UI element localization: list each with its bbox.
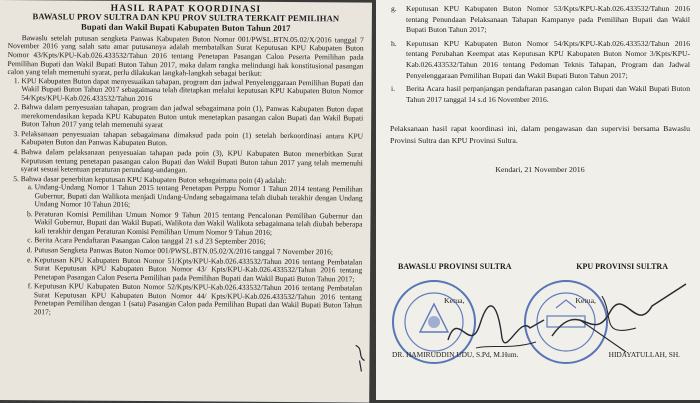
kpu-handwritten-signature [540,276,690,356]
kpu-role: Ketua, [575,296,596,305]
list-item: h. Keputusan KPU Kabupaten Buton Nomor 54/Kpts/KPU-Kab.026.433532/Tahun 2016 tentang Perubahan Keempat atas Keputusan KPU Kabupaten Buton Nomor 3/Kpts/KPU-Kab.026.433532/Tahun 2016 tentang Pedoman Teknis Tahapan, Program dan Jadwal Penyelenggaraan Pemilihan Bupati dan Wakil Bupati Buton Tahun 2017; [406,39,690,81]
list-item: g. Keputusan KPU Kabupaten Buton Nomor 53/Kpts/KPU-Kab.026.433532/Tahun 2016 tentang Penundaan Pelaksanaan Tahapan Kampanye pada Pemilihan Bupati dan Wakil Bupati Buton Tahun 2017; [406,4,690,36]
document-page-right [376,0,700,400]
pen-mark [353,342,367,372]
list-item: 3. Pelaksanaan penyesuaian tahapan sebagaimana dimaksud pada poin (1) setelah berkoordinasi antara KPU Kabupaten Buton dan Panwas Kabupaten Buton. [21,130,363,149]
kpu-org-label: KPU PROVINSI SULTRA [576,262,668,271]
sub-list-item: c. Berita Acara Pendaftaran Pasangan Calon tanggal 21 s.d 23 September 2016; [34,237,362,248]
sub-list-item: b. Peraturan Komisi Pemilihan Umum Nomor 9 Tahun 2015 tentang Pencalonan Pemilihan Gubernur dan Wakil Gubernur, Bupati dan Wakil Bupati, Walikota dan Wakil Walikota sebagaimana telah diubah beberapa kali terakhir dengan Peraturan Komisi Pemilihan Umum Nomor 9 Tahun 2016; [34,210,362,238]
list-item: i. Berita Acara hasil perpanjangan pendaftaran pasangan calon Bupati dan Wakil Bupati Buton Tahun 2017 tanggal 14 s.d 16 November 2016. [406,84,690,105]
place-date: Kendari, 21 November 2016 [495,165,585,175]
sub-list-item: d. Putusan Sengketa Panwas Buton Nomor 001/PWSL.BTN.05.02/X/2016 tanggal 7 November 2016; [34,246,362,257]
closing-paragraph: Pelaksanaan hasil rapat koordinasi ini, dalam pengawasan dan supervisi bersama Bawaslu Provinsi Sultra dan KPU Provinsi Sultra. [390,124,690,146]
sub-list [20,183,363,319]
intro-paragraph: Bawaslu setelah putusan sengketa Panwas Kabupaten Buton Nomor 001/PWSL.BTN.05.02/X/2016 tanggal 7 November 2016 yang salah satu amar putusannya adalah membatalkan Surat Keputusan KPU Kabupaten Buton Nomor 43/Kpts/KPU-Kab.026.433532/Tahun 2016 tentang Penetapan Pasangan Calon Peserta Pemilihan pada Pemilihan Bupati dan Wakil Bupati Buton Tahun 2017, maka dalam rangka melindungi hak konstitusional pasangan calon yang telah memenuhi syarat, perlu dilakukan langkah-langkah sebagai berikut: [7,33,364,78]
list-item: 1. KPU Kabupaten Buton dapat menyesuaikan tahapan, program dan jadwal Penyelenggaraan Pemilihan Bupati dan Wakil Bupati Buton Tahun 2017 sebagaimana telah ditetapkan melalui keputusan KPU Kabupaten Buton Nomor 54/Kpts/KPU-Kab.026.433532/Tahun 2016 [21,77,363,105]
sub-list-item: e. Keputusan KPU Kabupaten Buton Nomor 51/Kpts/KPU-Kab.026.433532/Tahun 2016 tentang Pembatalan Surat Keputusan KPU Kabupaten Buton Nomor 43/ Kpts/KPU-Kab.026.433532/Tahun 2016 tentang Penetapan Pasangan Calon Peserta Pemilihan pada Pemilihan Bupati dan Wakil Bupati Buton Tahun 2017; [34,256,362,284]
bawaslu-org-label: BAWASLU PROVINSI SULTRA [398,262,512,271]
list-item: 5. Bahwa dasar penerbitan keputusan KPU Kabupaten Buton sebagaimana poin (4) adalah: a. Undang-Undang Nomor 1 Tahun 2015 tentang Penetapan Perppu Nomor 1 Tahun 2014 tentang Pemilihan Gubernur, Bupati dan Walikota menjadi Undang-Undang sebagaimana telah diubah terakhir dengan Undang Undang Nomor 10 Tahun 2016; b. Peraturan Komisi Pemilihan Umum Nomor 9 Tahun 2015 tentang Pencalonan Pemilihan Gubernur dan Wakil Gubernur, Bupati dan Wakil Bupati, Walikota dan Wakil Walikota sebagaimana telah diubah beberapa kali terakhir dengan Peraturan Komisi Pemilihan Umum Nomor 9 Tahun 2016; c. Berita Acara Pendaftaran Pasangan Calon tanggal 21 s.d 23 September 2016; d. Putusan Sengketa Panwas Buton Nomor 001/PWSL.BTN.05.02/X/2016 tanggal 7 November 2016; e. Keputusan KPU Kabupaten Buton Nomor 51/Kpts/KPU-Kab.026.433532/Tahun 2016 tentang Pembatalan Surat Keputusan KPU Kabupaten Buton Nomor 43/ Kpts/KPU-Kab.026.433532/Tahun 2016 tentang Penetapan Pasangan Calon Peserta Pemilihan pada Pemilihan Bupati dan Wakil Bupati Buton Tahun 2017; f. Keputusan KPU Kabupaten Buton Nomor 52/Kpts/KPU-Kab.026.433532/Tahun 2016 tentang Pembatalan Surat Keputusan KPU Kabupaten Buton Nomor 44/ Kpts/KPU-Kab.026.433532/Tahun 2016 tentang Penetapan Pemilihan dengan 1 (satu) Pasangan Calon pada Pemilihan Bupati dan Wakil Bupati Buton Tahun 2017; [20,175,363,319]
sub-list-item: a. Undang-Undang Nomor 1 Tahun 2015 tentang Penetapan Perppu Nomor 1 Tahun 2014 tentang Pemilihan Gubernur, Bupati dan Walikota menjadi Undang-Undang sebagaimana telah diubah terakhir dengan Undang Undang Nomor 10 Tahun 2016; [35,183,363,211]
list-item: 2. Bahwa dalam penyesuaian tahapan, program dan jadwal sebagaimana poin (1), Panwas Kabupaten Buton dapat merekomendasikan kepada KPU Kabupaten Buton untuk menetapkan pasangan calon Bupati dan Wakil Bupati Buton Tahun 2017 yang telah memenuhi syarat [21,103,363,131]
continued-list [390,4,690,105]
signature-block [390,262,690,400]
document-title: HASIL RAPAT KOORDINASI BAWASLU PROV SULTRA DAN KPU PROV SULTRA TERKAIT PEMILIHAN Bupati dan Wakil Bupati Kabupaten Buton Tahun 2017 [32,2,340,33]
bawaslu-signatory-name: DR. HAMIRUDDIN UDU, S.Pd, M.Hum. [392,350,519,359]
numbered-list [6,77,364,319]
kpu-signatory-name: HIDAYATULLAH, SH. [608,350,680,359]
sub-list-item: f. Keputusan KPU Kabupaten Buton Nomor 52/Kpts/KPU-Kab.026.433532/Tahun 2016 tentang Pembatalan Surat Keputusan KPU Kabupaten Buton Nomor 44/ Kpts/KPU-Kab.026.433532/Tahun 2016 tentang Penetapan Pemilihan dengan 1 (satu) Pasangan Calon pada Pemilihan Bupati dan Wakil Bupati Buton Tahun 2017; [34,282,362,318]
bawaslu-role: Ketua, [444,296,465,305]
list-item: 4. Bahwa dalam pelaksanaan penyesuaian tahapan pada poin (3), KPU Kabupaten Buton menerbitkan Surat Keputusan tentang penetapan pasangan calon Bupati dan Wakil Bupati Buton tahun 2017 yang telah memenuhi syarat sesuai ketentuan peraturan perundang-undangan. [21,148,363,176]
